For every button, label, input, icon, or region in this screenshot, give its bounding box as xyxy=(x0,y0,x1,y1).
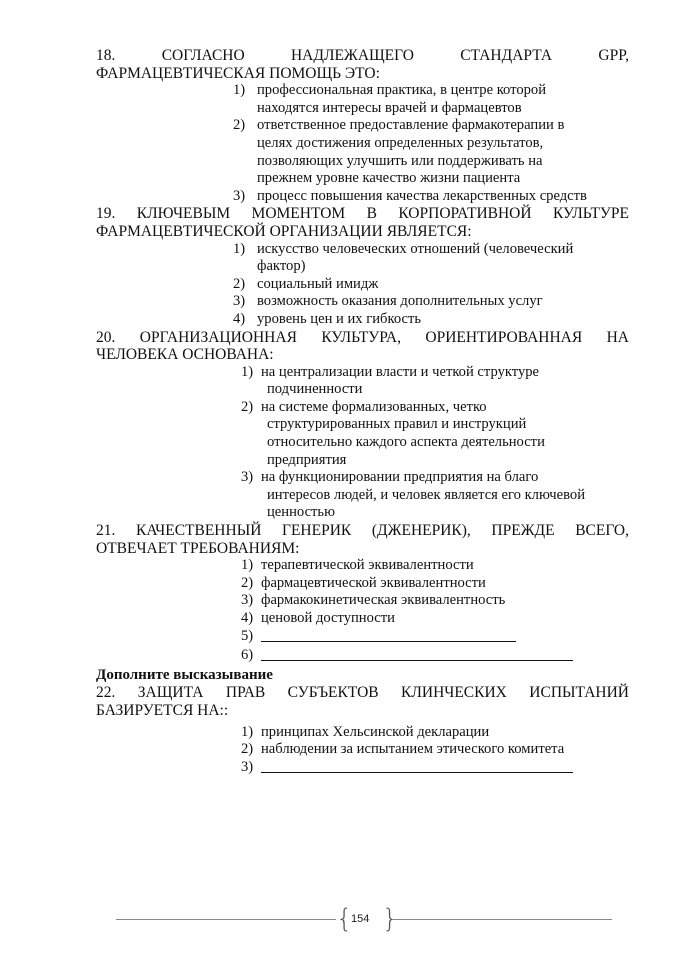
answer-option xyxy=(241,647,629,667)
answer-blank xyxy=(261,628,629,648)
page-footer xyxy=(0,904,678,934)
answer-line: подчиненности xyxy=(267,381,363,398)
answer-text xyxy=(257,82,623,117)
answer-line: прежнем уровне качество жизни пациента xyxy=(257,170,521,187)
answer-line: фактор) xyxy=(257,258,306,275)
answer-text: принципах Хельсинской декларации xyxy=(261,723,490,740)
answer-list xyxy=(241,364,629,522)
answer-text xyxy=(257,117,623,187)
answer-number: 2) xyxy=(233,117,246,134)
answer-option xyxy=(233,293,623,311)
answer-text: фармакокинетическая эквивалентность xyxy=(261,592,506,609)
answer-line: находятся интересы врачей и фармацевтов xyxy=(257,99,522,116)
answer-option xyxy=(233,276,623,294)
answer-option xyxy=(233,82,623,117)
answer-number: 1) xyxy=(233,240,246,257)
question-text-line: ФАРМАЦЕВТИЧЕСКАЯ ПОМОЩЬ ЭТО: xyxy=(96,64,380,82)
answer-number: 2) xyxy=(233,275,246,292)
answer-text: уровень цен и их гибкость xyxy=(257,310,421,327)
answer-line: ответственное предоставление фармакотерапии в xyxy=(257,117,565,134)
fill-in-blank-line xyxy=(261,628,516,642)
question-text-line: 20. ОРГАНИЗАЦИОННАЯ КУЛЬТУРА, ОРИЕНТИРОВАННАЯ НА xyxy=(96,328,629,346)
question-22 xyxy=(96,684,629,719)
answer-option xyxy=(233,188,623,206)
answer-line: предприятия xyxy=(267,451,347,468)
answer-option xyxy=(241,557,629,575)
answer-option xyxy=(241,741,629,759)
answer-line: ценностью xyxy=(267,504,335,521)
answer-line: позволяющих улучшить или поддерживать на xyxy=(257,152,543,169)
footer-rule-left xyxy=(116,919,336,920)
answer-text xyxy=(257,188,623,206)
answer-list xyxy=(241,724,629,779)
answer-option xyxy=(241,592,629,610)
fill-in-blank-line xyxy=(261,759,573,773)
answer-option xyxy=(233,117,623,187)
answer-line: целях достижения определенных результатов, xyxy=(257,134,544,151)
page-number: 154 xyxy=(351,913,370,925)
answer-number: 2) xyxy=(241,741,254,758)
answer-text xyxy=(261,469,629,522)
answer-number: 5) xyxy=(241,627,254,644)
question-text-line: 19. КЛЮЧЕВЫМ МОМЕНТОМ В КОРПОРАТИВНОЙ КУЛЬТУРЕ xyxy=(96,205,629,223)
answer-number: 3) xyxy=(241,758,254,775)
answer-option xyxy=(233,241,623,276)
answer-blank xyxy=(261,759,629,779)
answer-line: искусство человеческих отношений (человеческий xyxy=(257,240,574,257)
answer-line: процесс повышения качества лекарственных средств xyxy=(257,187,587,204)
answer-list xyxy=(233,241,623,329)
answer-line: структурированных правил и инструкций xyxy=(267,416,527,433)
answer-option xyxy=(241,469,629,522)
answer-blank xyxy=(261,647,629,667)
document-page xyxy=(96,47,629,778)
question-21 xyxy=(96,522,629,557)
question-text-line: ФАРМАЦЕВТИЧЕСКОЙ ОРГАНИЗАЦИИ ЯВЛЯЕТСЯ: xyxy=(96,222,472,240)
question-18 xyxy=(96,47,629,82)
answer-text xyxy=(261,364,629,399)
answer-text: терапевтической эквивалентности xyxy=(261,557,474,574)
answer-number: 4) xyxy=(241,610,254,626)
answer-text: наблюдении за испытанием этического комитета xyxy=(261,741,565,758)
answer-option xyxy=(241,628,629,648)
answer-number: 3) xyxy=(241,592,254,609)
answer-line: относительно каждого аспекта деятельности xyxy=(267,434,545,451)
question-text-line: БАЗИРУЕТСЯ НА:: xyxy=(96,701,229,719)
answer-option xyxy=(241,724,629,742)
answer-option xyxy=(241,399,629,469)
answer-number: 3) xyxy=(233,187,246,204)
answer-option xyxy=(233,311,623,329)
answer-number: 3) xyxy=(241,469,254,486)
question-text-line: ЧЕЛОВЕКА ОСНОВАНА: xyxy=(96,346,274,364)
answer-number: 6) xyxy=(241,647,254,664)
answer-list xyxy=(233,82,623,205)
fill-in-blank-line xyxy=(261,647,573,661)
answer-line: на централизации власти и четкой структуре xyxy=(261,363,540,380)
answer-number: 3) xyxy=(233,293,246,310)
answer-option xyxy=(241,610,629,628)
question-text-line: 22. ЗАЩИТА ПРАВ СУБЪЕКТОВ КЛИНЧЕСКИХ ИСПЫТАНИЙ xyxy=(96,684,629,702)
left-brace-icon: { xyxy=(336,904,353,934)
footer-rule-right xyxy=(392,919,612,920)
answer-text: социальный имидж xyxy=(257,275,379,292)
answer-list xyxy=(241,557,629,667)
answer-line: на системе формализованных, четко xyxy=(261,398,487,415)
question-text-line: 18. СОГЛАСНО НАДЛЕЖАЩЕГО СТАНДАРТА GPP, xyxy=(96,47,629,64)
answer-number: 1) xyxy=(241,557,254,574)
answer-text: возможность оказания дополнительных услуг xyxy=(257,293,543,310)
answer-option xyxy=(241,364,629,399)
answer-line: на функционировании предприятия на благо xyxy=(261,469,539,486)
answer-text: фармацевтической эквивалентности xyxy=(261,574,486,591)
answer-number: 4) xyxy=(233,310,246,327)
answer-line: профессиональная практика, в центре которой xyxy=(257,82,547,99)
answer-text xyxy=(261,399,629,469)
answer-number: 2) xyxy=(241,574,254,591)
question-20 xyxy=(96,329,629,364)
question-19 xyxy=(96,205,629,240)
answer-option xyxy=(241,575,629,593)
answer-text xyxy=(257,241,623,276)
section-heading: Дополните высказывание xyxy=(96,666,273,683)
answer-number: 1) xyxy=(241,723,254,740)
answer-line: интересов людей, и человек является его ключевой xyxy=(267,486,586,503)
right-brace-icon: } xyxy=(382,904,399,934)
answer-number: 1) xyxy=(241,363,254,380)
question-text-line: ОТВЕЧАЕТ ТРЕБОВАНИЯМ: xyxy=(96,539,300,557)
answer-option xyxy=(241,759,629,779)
question-text-line: 21. КАЧЕСТВЕННЫЙ ГЕНЕРИК (ДЖЕНЕРИК), ПРЕЖДЕ ВСЕГО, xyxy=(96,522,629,540)
answer-number: 2) xyxy=(241,398,254,415)
answer-text: ценовой доступности xyxy=(261,610,395,626)
answer-number: 1) xyxy=(233,82,246,99)
